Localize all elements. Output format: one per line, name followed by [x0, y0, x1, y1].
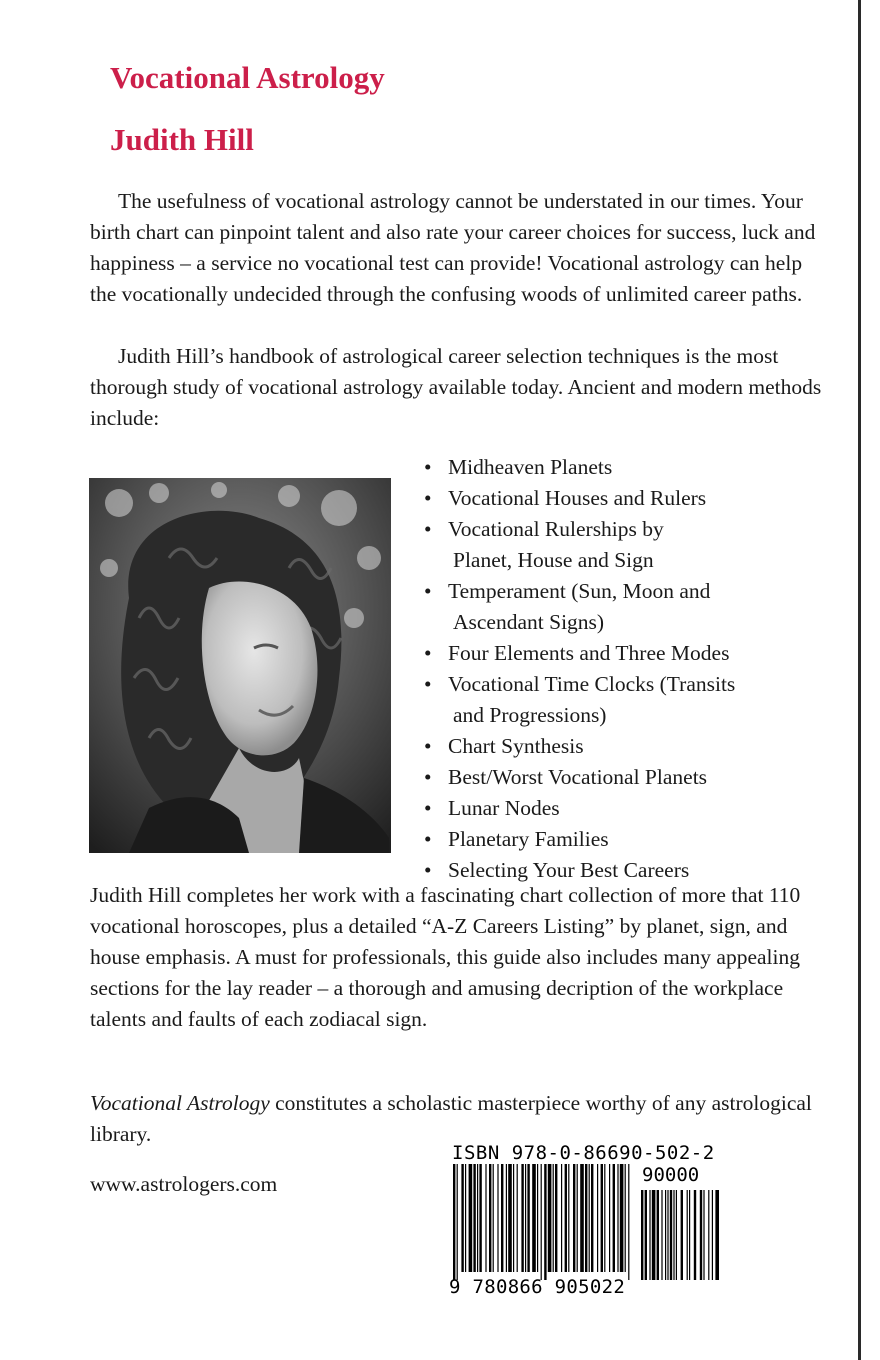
- website-url: www.astrologers.com: [90, 1172, 278, 1196]
- closing-paragraph: Judith Hill completes her work with a fascinating chart collection of more that 110 vocational horoscopes, plus a detailed “A-Z Careers Listing” by planet, sign, and house emphasis. A must for professionals, this guide also includes many appealing sections for the lay reader – a thorough and amusing decription of the workplace talents and faults of each zodiacal sign.: [90, 883, 801, 1031]
- price-code: 90000: [642, 1164, 700, 1186]
- ean-number: 9 780866 905022: [449, 1276, 626, 1298]
- bullet-symbol: •: [424, 579, 432, 603]
- bullet-symbol: •: [424, 455, 432, 479]
- intro-paragraph-1: The usefulness of vocational astrology cannot be understated in our times. Your birth chart can pinpoint talent and also rate your career choices for success, luck and happiness – a service no vocational test can provide! Vocational astrology can help the vocationally undecided through the confusing woods of unlimited career paths.: [90, 189, 816, 306]
- list-item: • Four Elements and Three Modes: [424, 638, 844, 669]
- bullet-symbol: •: [424, 796, 432, 820]
- list-item: • Selecting Your Best Careers: [424, 855, 844, 886]
- bullet-symbol: •: [424, 517, 432, 541]
- list-item: • Best/Worst Vocational Planets: [424, 762, 844, 793]
- author-photo: [89, 478, 391, 853]
- bullet-symbol: •: [424, 765, 432, 789]
- list-item: • Vocational Houses and Rulers: [424, 483, 844, 514]
- list-item: • Vocational Rulerships by Planet, House and Sign: [424, 514, 844, 576]
- intro-paragraph-2: Judith Hill’s handbook of astrological career selection techniques is the most thorough study of vocational astrology available today. Ancient and modern methods include:: [90, 344, 822, 430]
- bullet-symbol: •: [424, 734, 432, 758]
- bullet-symbol: •: [424, 641, 432, 665]
- list-item: • Lunar Nodes: [424, 793, 844, 824]
- list-item: • Temperament (Sun, Moon and Ascendant Signs): [424, 576, 844, 638]
- list-item: • Vocational Time Clocks (Transits and Progressions): [424, 669, 844, 731]
- methods-list: [424, 452, 844, 886]
- isbn-label: ISBN 978-0-86690-502-2: [452, 1142, 715, 1164]
- bullet-symbol: •: [424, 672, 432, 696]
- list-item: • Chart Synthesis: [424, 731, 844, 762]
- book-author: Judith Hill: [110, 122, 254, 157]
- list-item: • Planetary Families: [424, 824, 844, 855]
- book-title: Vocational Astrology: [110, 60, 385, 95]
- spine-edge-line: [858, 0, 861, 1360]
- list-item: • Midheaven Planets: [424, 452, 844, 483]
- bullet-symbol: •: [424, 827, 432, 851]
- bullet-symbol: •: [424, 858, 432, 882]
- praise-book-title: Vocational Astrology: [90, 1091, 270, 1115]
- praise-paragraph: [90, 1088, 830, 1150]
- bullet-symbol: •: [424, 486, 432, 510]
- praise-text: constitutes a scholastic masterpiece worthy of any astrological library.: [90, 1091, 812, 1146]
